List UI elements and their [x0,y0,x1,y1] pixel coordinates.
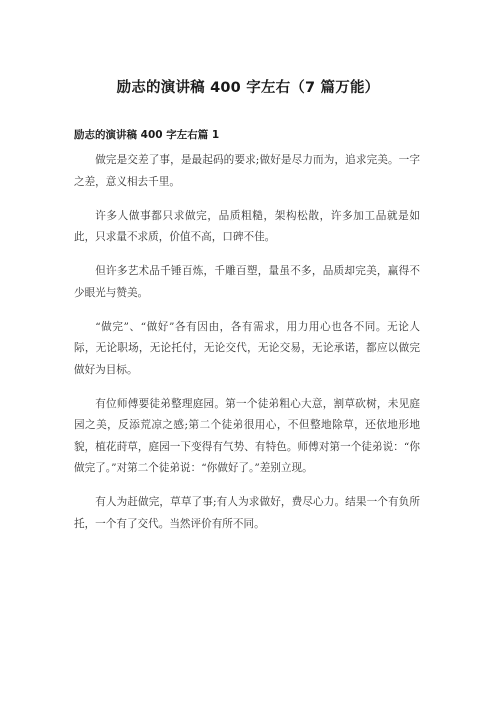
document-body [74,150,420,548]
section-heading: 励志的演讲稿 400 字左右篇 1 [74,129,220,141]
paragraph-3: 但许多艺术品千锤百炼，千雕百塑，量虽不多，品质却完美，赢得不少眼光与赞美。 [74,265,420,299]
paragraph-5: 有位师傅要徒弟整理庭园。第一个徒弟粗心大意，割草砍树，未见庭园之美，反添荒凉之感;第二个徒弟很用心，不但整地除草，还依地形地貌，植花莳草，庭园一下变得有气势、有特色。师傅对第一个徒弟说：“你做完了。”对第二个徒弟说：“你做好了。”差别立现。 [74,397,420,474]
paragraph-4: “做完”、“做好”各有因由，各有需求，用力用心也各不同。无论人际，无论职场，无论托付，无论交代，无论交易，无论承诺，都应以做完做好为目标。 [74,320,420,376]
paragraph-6: 有人为赶做完，草草了事;有人为求做好，费尽心力。结果一个有负所托，一个有了交代。当然评价有所不同。 [74,496,420,530]
paragraph-1: 做完是交差了事，是最起码的要求;做好是尽力而为，追求完美。一字之差，意义相去千里。 [74,154,420,188]
paragraph-2: 许多人做事都只求做完，品质粗糙，架构松散，许多加工品就是如此，只求量不求质，价值不高，口碑不佳。 [74,209,420,243]
document-title: 励志的演讲稿 400 字左右（7 篇万能） [116,80,380,96]
